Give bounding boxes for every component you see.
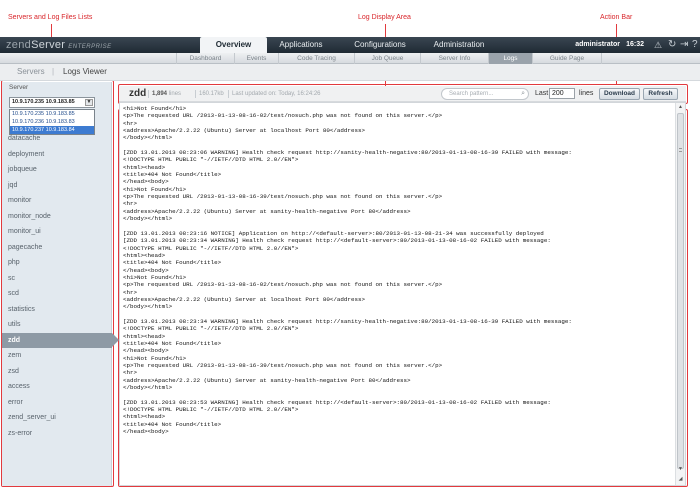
divider	[148, 90, 149, 98]
log-lines-count	[152, 89, 181, 99]
lines-count-word: lines	[168, 91, 182, 97]
log-item-zdd[interactable]: zdd	[2, 333, 112, 349]
logo-edition: ENTERPRISE	[68, 44, 112, 50]
log-item-error[interactable]: error	[8, 398, 23, 406]
tab-configurations[interactable]: Configurations	[354, 40, 406, 49]
breadcrumb-servers[interactable]: Servers	[17, 67, 45, 76]
log-item-monitor-node[interactable]: monitor_node	[8, 212, 51, 220]
annotation-action-bar: Action Bar	[600, 14, 633, 21]
lines-count-value: 1,894	[152, 91, 168, 97]
question-icon[interactable]: ?	[692, 39, 698, 50]
log-item-zend-server-ui[interactable]: zend_server_ui	[8, 414, 56, 421]
log-item-zem[interactable]: zem	[8, 352, 22, 359]
warning-triangle-icon[interactable]: ⚠	[654, 40, 663, 50]
scrollbar-grip	[679, 148, 682, 149]
log-item-monitor[interactable]: monitor	[8, 197, 32, 204]
sub-navigation	[0, 53, 700, 64]
log-title: zdd	[129, 88, 147, 99]
download-button[interactable]: Download	[599, 88, 640, 100]
log-item-jqd[interactable]: jqd	[8, 181, 18, 189]
restart-icon[interactable]: ↻	[668, 39, 677, 50]
logo-zend: zend	[6, 39, 32, 51]
log-item-access[interactable]: access	[8, 383, 30, 390]
annotation-servers-logs: Servers and Log Files Lists	[8, 14, 93, 21]
vertical-scrollbar[interactable]	[675, 103, 685, 485]
log-size: 160.17kb	[199, 91, 224, 97]
server-select-value: 10.9.170.235 10.9.183.85	[12, 99, 75, 105]
divider	[195, 90, 196, 98]
breadcrumb-logs-viewer: Logs Viewer	[63, 67, 107, 76]
tab-overview[interactable]: Overview	[200, 37, 267, 53]
subtab-logs[interactable]: Logs	[488, 53, 532, 64]
log-item-utils[interactable]: utils	[8, 321, 21, 328]
log-files-list	[2, 131, 112, 441]
subtab-events[interactable]: Events	[234, 53, 278, 64]
action-bar	[119, 86, 686, 102]
user-name[interactable]: administrator	[575, 41, 620, 48]
log-item-php[interactable]: php	[8, 259, 20, 266]
magnifier-icon[interactable]: ⌕	[521, 90, 525, 97]
server-option-selected[interactable]: 10.9.170.237 10.9.183.84	[10, 126, 94, 134]
log-item-sc[interactable]: sc	[8, 274, 15, 282]
log-display-area[interactable]	[119, 102, 686, 486]
log-item-pagecache[interactable]: pagecache	[8, 243, 43, 251]
subtab-dashboard[interactable]: Dashboard	[176, 53, 234, 64]
refresh-button[interactable]: Refresh	[643, 88, 678, 100]
logout-icon[interactable]: ⇥	[680, 39, 689, 50]
log-item-monitor-ui[interactable]: monitor_ui	[8, 228, 41, 235]
subtab-code-tracing[interactable]: Code Tracing	[278, 53, 354, 64]
tab-administration[interactable]: Administration	[433, 40, 485, 49]
log-item-zs-error[interactable]: zs-error	[8, 429, 33, 437]
subtab-job-queue[interactable]: Job Queue	[354, 53, 420, 64]
divider	[228, 90, 229, 98]
server-label: Server	[9, 84, 29, 91]
tab-applications[interactable]: Applications	[279, 40, 323, 49]
breadcrumb-separator: |	[52, 67, 55, 76]
last-lines-input[interactable]: 200	[549, 88, 575, 99]
log-item-deployment[interactable]: deployment	[8, 150, 45, 158]
log-item-datacache[interactable]: datacache	[8, 135, 41, 142]
zend-server-logo	[6, 39, 112, 51]
search-input[interactable]	[441, 88, 529, 100]
server-clock: 16:32	[626, 41, 644, 48]
log-item-statistics[interactable]: statistics	[8, 305, 35, 313]
subtab-server-info[interactable]: Server Info	[420, 53, 488, 64]
lines-label: lines	[579, 90, 594, 97]
server-option[interactable]: 10.9.170.236 10.9.183.83	[12, 119, 75, 125]
log-item-zsd[interactable]: zsd	[8, 367, 19, 375]
logo-server: Server	[31, 39, 66, 51]
servers-and-logs-sidebar	[2, 82, 112, 486]
subtab-guide-page[interactable]: Guide Page	[532, 53, 602, 64]
log-content: <h1>Not Found</h1> <p>The requested URL /2013-01-13-08-16-02/test/nosuch.php was not found on this server.</p> <hr> <address>Apache/2.2.22 (Ubuntu) Server at localhost Port 80</address> </body></html> [ZDD 13.01.2013 08:23:06 WARNING] Health check request http://sanity-health-negative:80/2013-01-13-08-16-39 FAILED with message: <!DOCTYPE HTML PUBLIC "-//IETF//DTD HTML 2.0//EN"> <html><head> <title>404 Not Found</title> </head><body> <h1>Not Found</h1> <p>The requested URL /2013-01-13-08-16-39/test/nosuch.php was not found on this server.</p> <hr> <address>Apache/2.2.22 (Ubuntu) Server at sanity-health-negative Port 80</address> </body></html> [ZDD 13.01.2013 08:23:16 NOTICE] Application on http://<default-server>:80/2013-01-13-08-21-34 was successfully deployed [ZDD 13.01.2013 08:23:34 WARNING] Health check request http://<default-server>:80/2013-01-13-08-16-02 FAILED with message: <!DOCTYPE HTML PUBLIC "-//IETF//DTD HTML 2.0//EN"> <html><head> <title>404 Not Found</title> </head><body> <h1>Not Found</h1> <p>The requested URL /2013-01-13-08-16-02/test/nosuch.php was not found on this server.</p> <hr> <address>Apache/2.2.22 (Ubuntu) Server at localhost Port 80</address> </body></html> [ZDD 13.01.2013 08:23:34 WARNING] Health check request http://sanity-health-negative:80/2013-01-13-08-16-39 FAILED with message: <!DOCTYPE HTML PUBLIC "-//IETF//DTD HTML 2.0//EN"> <html><head> <title>404 Not Found</title> </head><body> <h1>Not Found</h1> <p>The requested URL /2013-01-13-08-16-39/test/nosuch.php was not found on this server.</p> <hr> <address>Apache/2.2.22 (Ubuntu) Server at sanity-health-negative Port 80</address> </body></html> [ZDD 13.01.2013 08:23:53 WARNING] Health check request http://<default-server>:80/2013-01-13-08-16-02 FAILED with message: <!DOCTYPE HTML PUBLIC "-//IETF//DTD HTML 2.0//EN"> <html><head> <title>404 Not Found</title> </head><body>	[123, 105, 572, 436]
server-option[interactable]: 10.9.170.235 10.9.183.85	[12, 111, 75, 117]
log-item-jobqueue[interactable]: jobqueue	[8, 166, 37, 173]
server-select[interactable]	[9, 97, 95, 108]
top-navigation-bar	[0, 37, 700, 53]
scrollbar-thumb[interactable]	[677, 113, 684, 469]
resize-grip-icon[interactable]: ◢	[678, 476, 683, 482]
annotation-log-display: Log Display Area	[358, 14, 411, 21]
chevron-down-icon[interactable]: ▼	[86, 99, 92, 105]
scroll-down-icon[interactable]: ▼	[678, 466, 683, 472]
scrollbar-grip	[679, 151, 682, 152]
search-placeholder: Search pattern...	[449, 91, 494, 97]
log-item-scd[interactable]: scd	[8, 290, 19, 297]
last-label: Last	[535, 90, 549, 97]
scroll-up-icon[interactable]: ▲	[678, 104, 683, 110]
breadcrumb	[0, 64, 700, 81]
last-updated: Last updated on: Today, 16:24:26	[232, 91, 321, 97]
